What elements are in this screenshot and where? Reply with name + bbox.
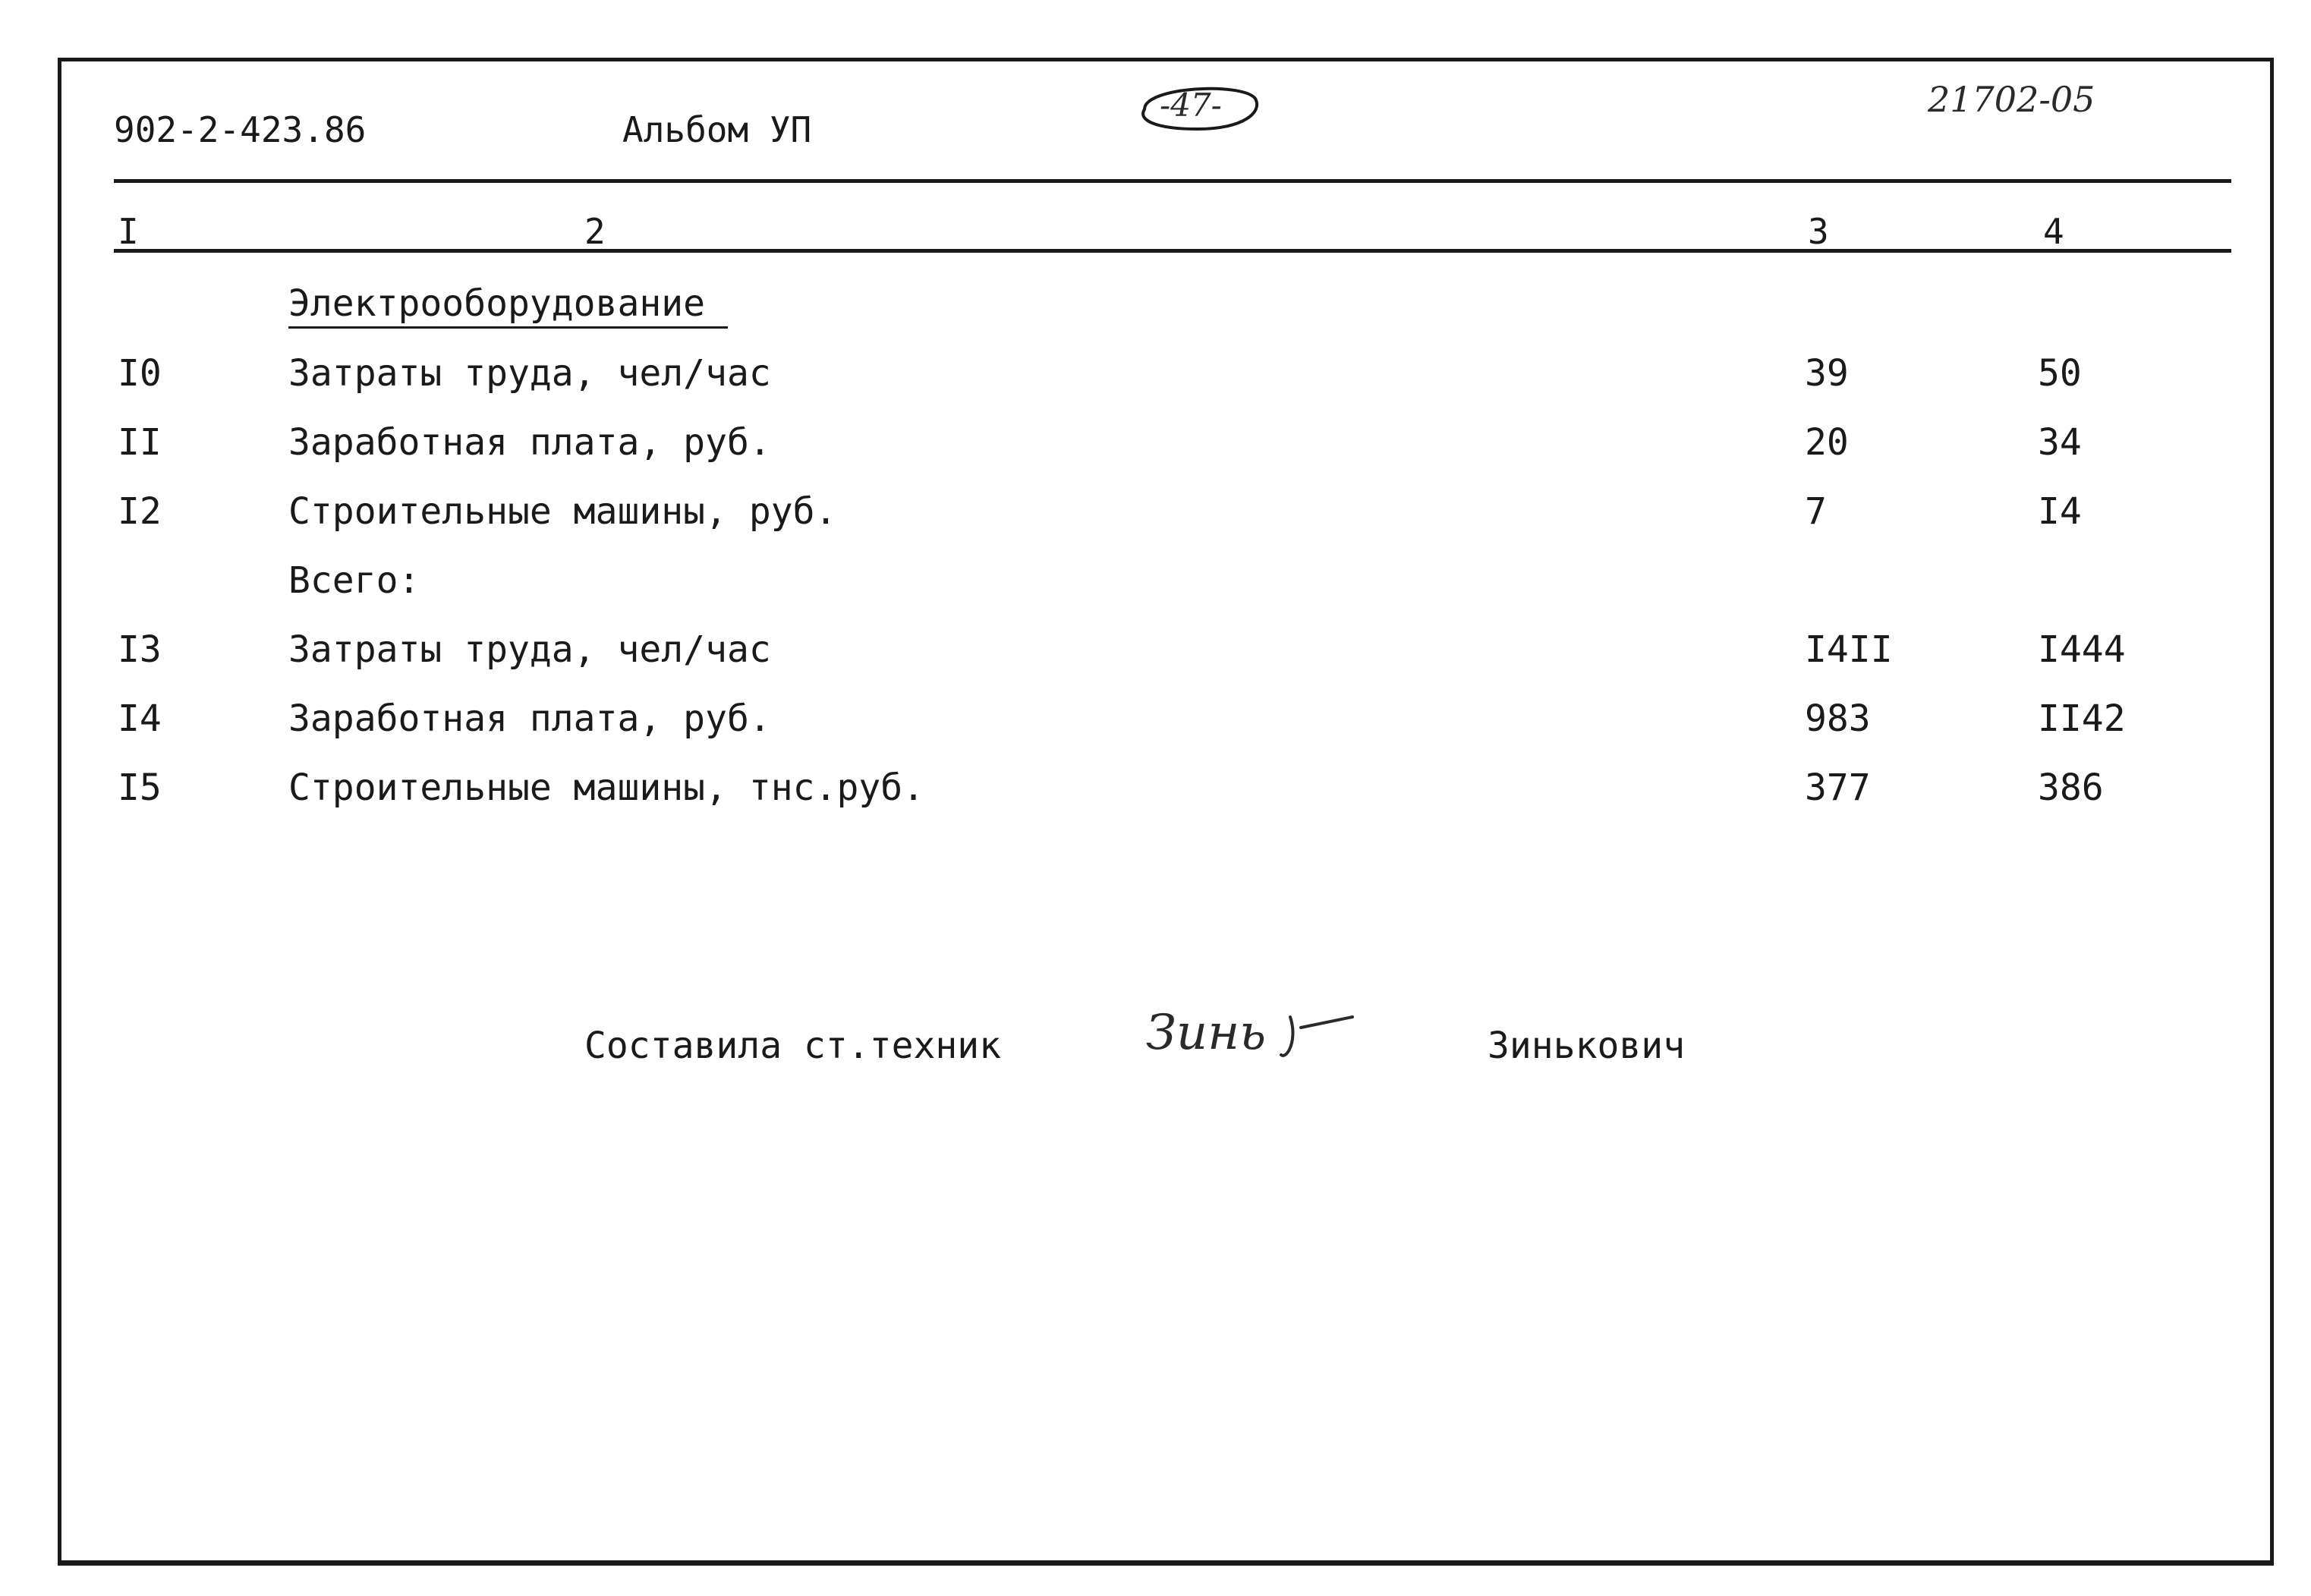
row-name: Заработная плата, руб. <box>288 421 771 464</box>
page-number-stamp <box>1129 79 1263 134</box>
row-value-col4: 386 <box>2038 767 2104 809</box>
section-title: Электрооборудование <box>288 282 728 329</box>
row-number: I2 <box>118 490 162 533</box>
row-value-col3: 983 <box>1805 697 1871 740</box>
row-value-col3: 39 <box>1805 352 1849 395</box>
header-rule <box>114 179 2231 183</box>
row-name: Заработная плата, руб. <box>288 697 771 740</box>
doc-code: 902-2-423.86 <box>114 109 367 150</box>
column-number-1: I <box>118 211 139 252</box>
album-label: Альбом УП <box>622 109 812 150</box>
row-value-col4: I4 <box>2038 490 2082 533</box>
row-number: I4 <box>118 697 162 740</box>
row-value-col4: I444 <box>2038 628 2126 671</box>
column-number-2: 2 <box>584 211 606 252</box>
row-value-col3: 7 <box>1805 490 1827 533</box>
column-number-4: 4 <box>2043 211 2064 252</box>
row-value-col3: I4II <box>1805 628 1893 671</box>
column-header-rule <box>114 249 2231 253</box>
row-name: Строительные машины, руб. <box>288 490 837 533</box>
row-value-col4: II42 <box>2038 697 2126 740</box>
row-name: Строительные машины, тнс.руб. <box>288 767 925 809</box>
row-value-col4: 50 <box>2038 352 2082 395</box>
page-number: -47- <box>1160 87 1222 124</box>
row-number: I0 <box>118 352 162 395</box>
row-value-col3: 377 <box>1805 767 1871 809</box>
total-label: Всего: <box>288 559 420 602</box>
signature-text: Зинь <box>1146 1005 1267 1061</box>
compiler-surname: Зинькович <box>1488 1025 1686 1067</box>
compiled-by-label: Составила ст.техник <box>584 1025 1002 1067</box>
row-number: I5 <box>118 767 162 809</box>
signature <box>1138 994 1359 1078</box>
row-value-col3: 20 <box>1805 421 1849 464</box>
row-name: Затраты труда, чел/час <box>288 352 771 395</box>
column-number-3: 3 <box>1808 211 1829 252</box>
row-number: II <box>118 421 162 464</box>
row-name: Затраты труда, чел/час <box>288 628 771 671</box>
row-value-col4: 34 <box>2038 421 2082 464</box>
row-number: I3 <box>118 628 162 671</box>
signature-stroke-icon <box>1138 994 1359 1078</box>
archive-number: 21702-05 <box>1928 79 2095 120</box>
